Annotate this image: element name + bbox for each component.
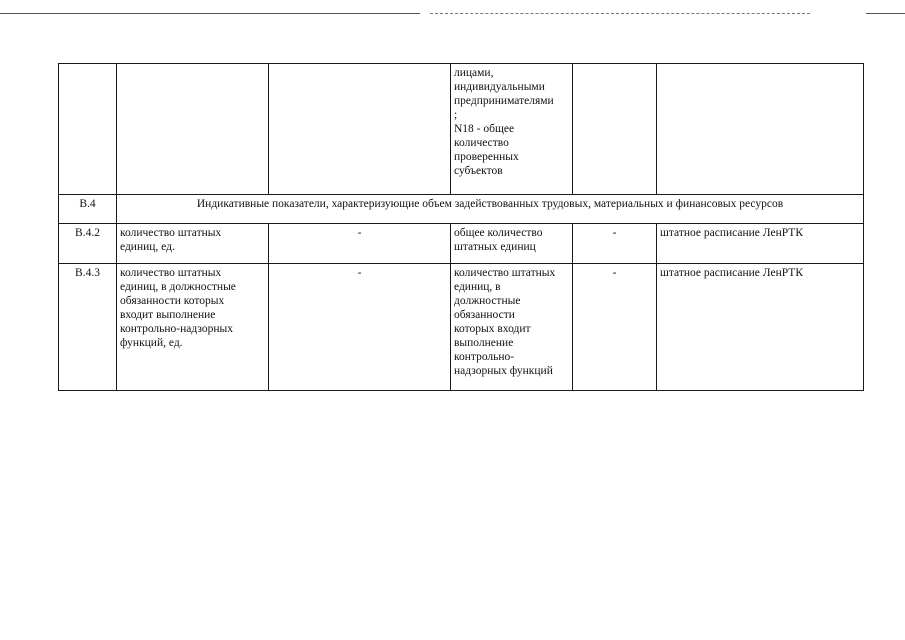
formula-cell: количество штатных единиц, в должностные обязанности которых входит выполнение контрольно- надзорных функций (451, 264, 573, 391)
scan-edge-dash (430, 13, 810, 15)
section-title: Индикативные показатели, характеризующие объем задействованных трудовых, материальных и финансовых ресурсов (117, 195, 864, 224)
comment-cell: - (573, 224, 657, 264)
section-row (59, 195, 864, 224)
formula-cell: общее количество штатных единиц (451, 224, 573, 264)
indicator-cell: количество штатных единиц, ед. (117, 224, 269, 264)
section-code: В.4 (59, 195, 117, 224)
indicators-table (58, 63, 864, 391)
indicator-cell (117, 64, 269, 195)
code-cell (59, 64, 117, 195)
source-cell (657, 64, 864, 195)
comment-cell: - (573, 264, 657, 391)
code-cell: В.4.3 (59, 264, 117, 391)
scan-edge-line (0, 13, 420, 14)
table-row-continued (59, 64, 864, 195)
formula-cell: лицами, индивидуальными предпринимателями ; N18 - общее количество проверенных субъектов (451, 64, 573, 195)
target-value-cell (269, 64, 451, 195)
source-cell: штатное расписание ЛенРТК (657, 224, 864, 264)
code-cell: В.4.2 (59, 224, 117, 264)
table-row (59, 264, 864, 391)
scan-edge-line-right (866, 13, 905, 14)
comment-cell (573, 64, 657, 195)
source-cell: штатное расписание ЛенРТК (657, 264, 864, 391)
indicator-cell: количество штатных единиц, в должностные обязанности которых входит выполнение контрольно-надзорных функций, ед. (117, 264, 269, 391)
table-row (59, 224, 864, 264)
target-value-cell: - (269, 264, 451, 391)
target-value-cell: - (269, 224, 451, 264)
